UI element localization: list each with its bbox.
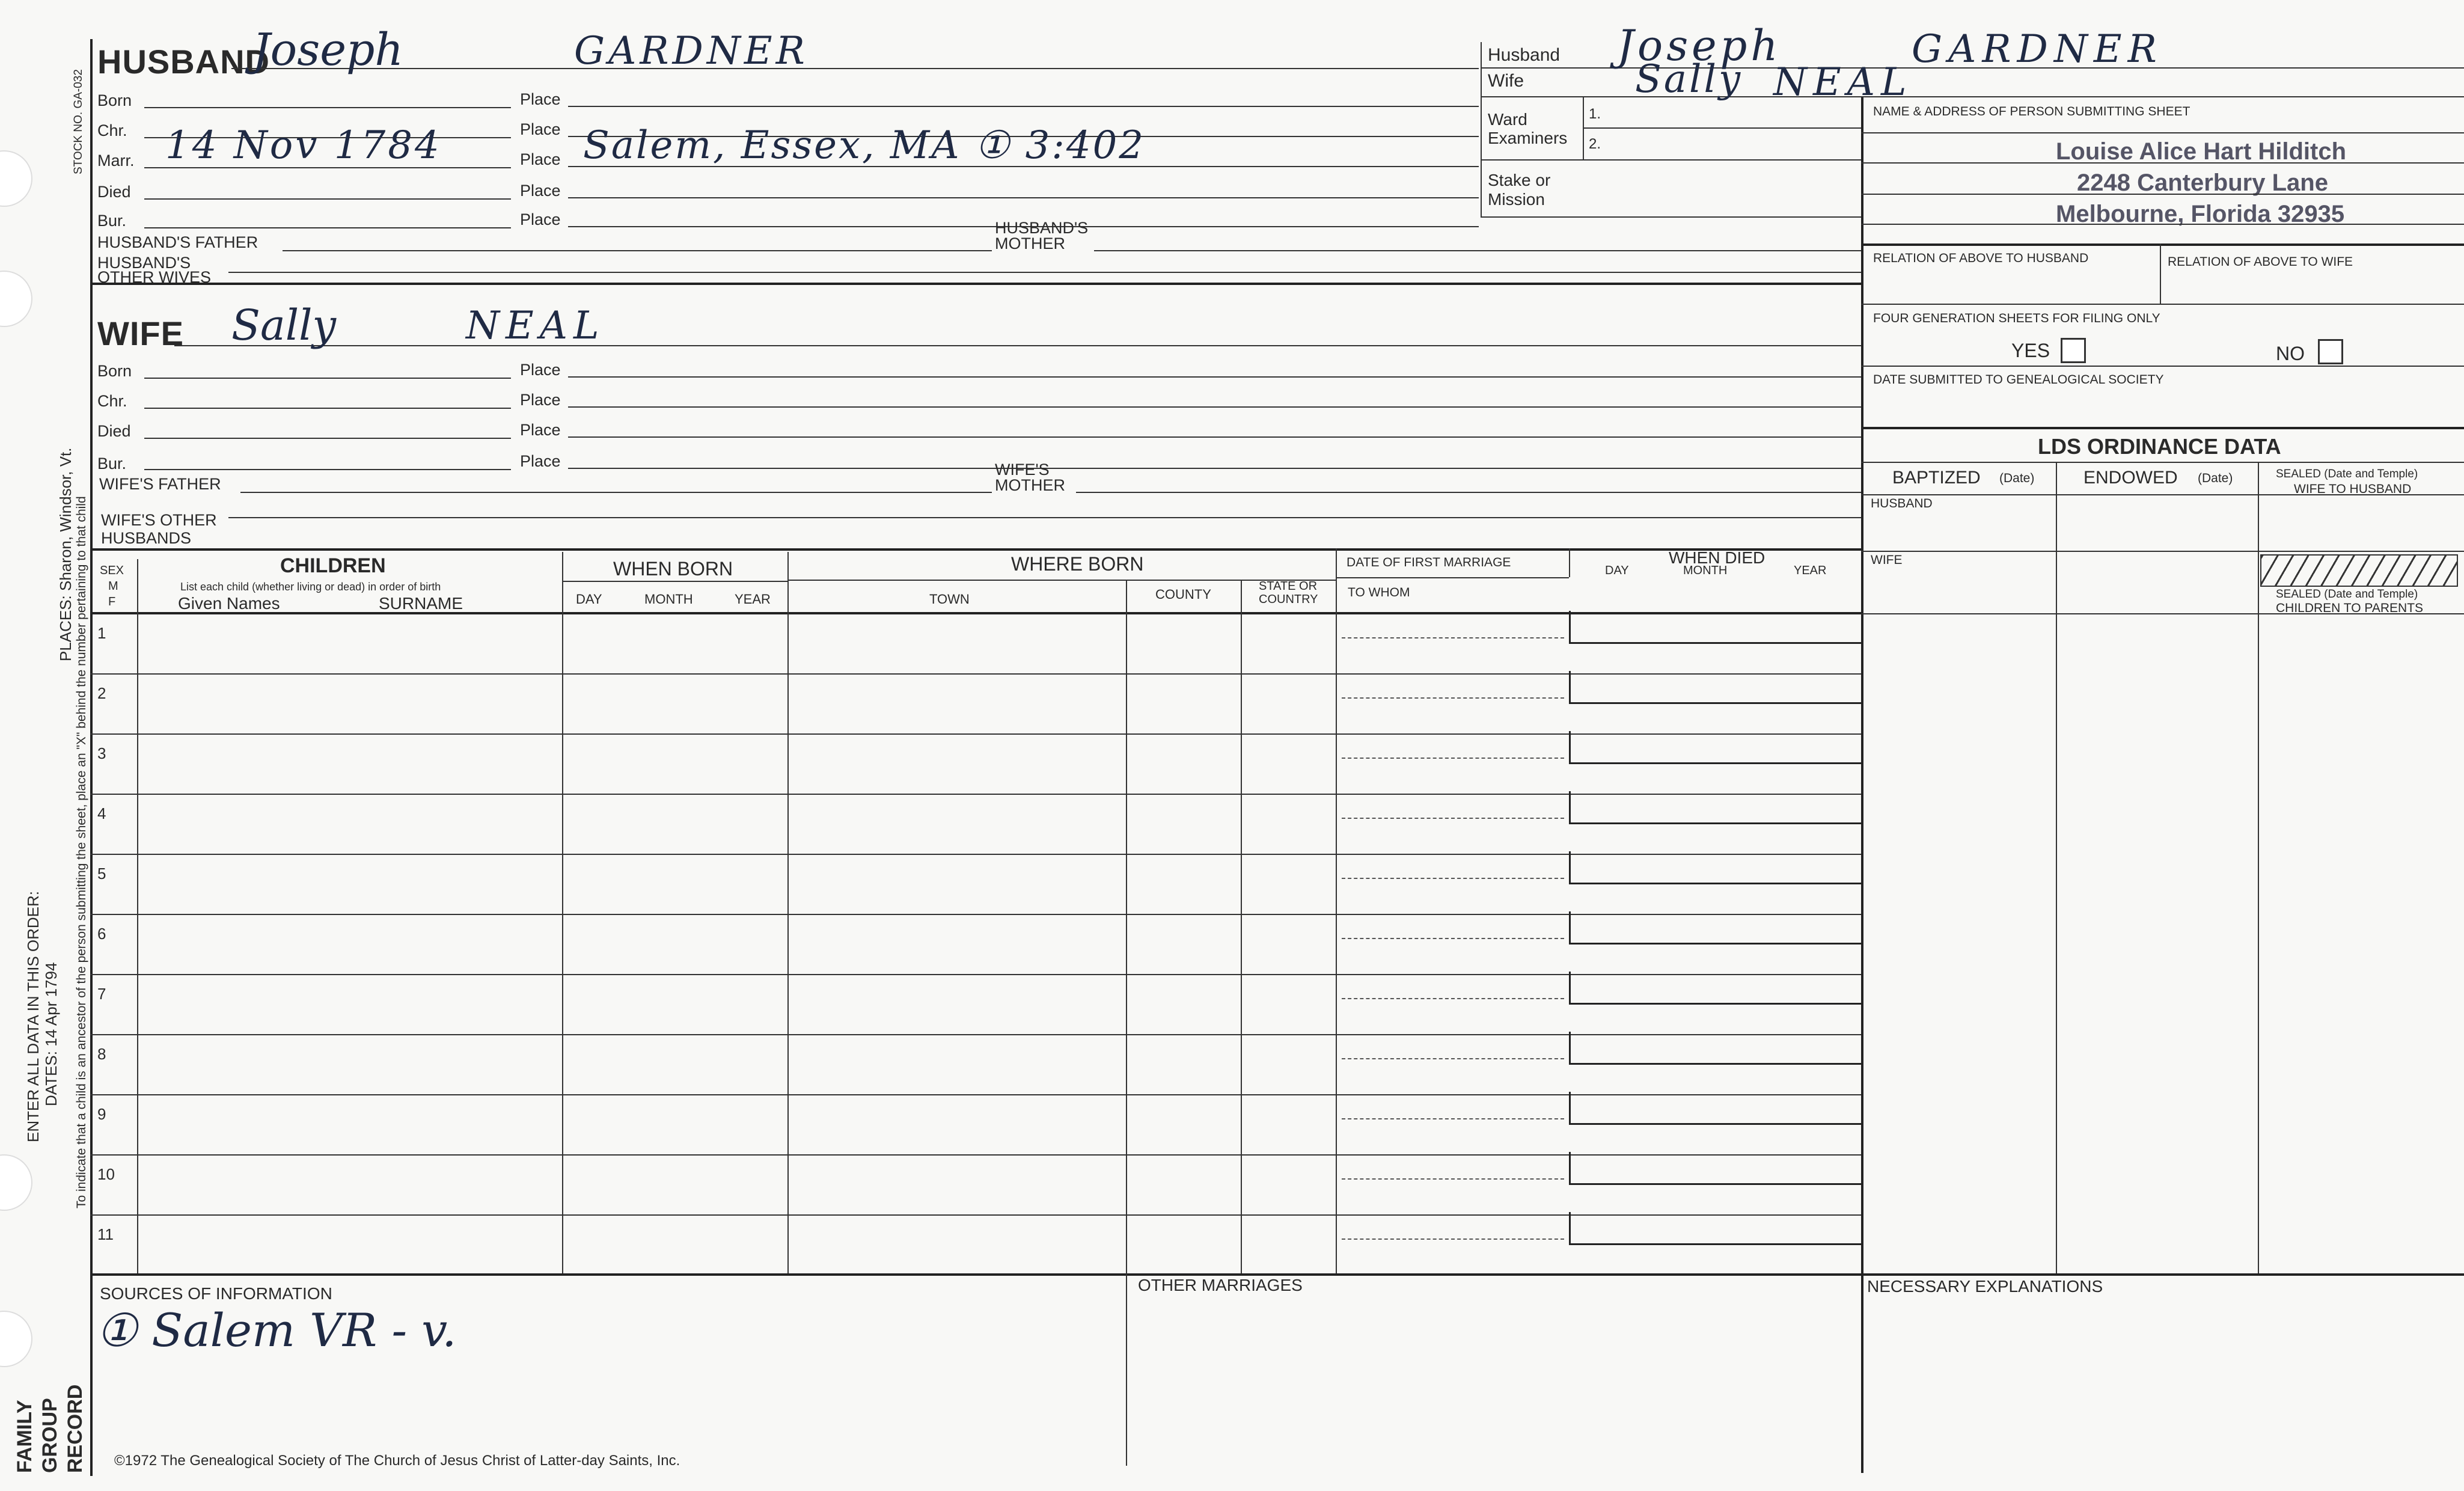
husband-born-place-label: Place — [520, 90, 561, 108]
wife-surname: NEAL — [466, 304, 605, 348]
rh-wife-given: Sally — [1635, 57, 1743, 102]
ordinance-hatched-cell — [2260, 554, 2458, 587]
center-divider — [1861, 96, 1863, 1473]
rh-stake-label-1: Stake or — [1488, 171, 1551, 189]
date-submitted-bottom — [1861, 427, 2464, 429]
where-born-state-1: STATE OR — [1259, 580, 1318, 593]
other-marriages-label: OTHER MARRIAGES — [1138, 1276, 1303, 1294]
submitter-line-4 — [1861, 224, 2464, 225]
wife-mother-label-2: MOTHER — [995, 476, 1065, 494]
when-born-month: MONTH — [644, 592, 693, 607]
wife-heading: WIFE — [97, 314, 184, 352]
wife-name-line — [174, 345, 1861, 346]
husband-other-wives-1: HUSBAND'S — [97, 254, 191, 272]
husband-heading: HUSBAND — [97, 43, 270, 81]
copyright: ©1972 The Genealogical Society of The Church of Jesus Christ of Latter-day Saints, Inc. — [114, 1453, 680, 1469]
child-died-box — [1569, 1152, 1863, 1185]
rh-examiner-1: 1. — [1589, 106, 1601, 122]
child-marriage-dash — [1342, 1118, 1564, 1119]
husband-died-place-label: Place — [520, 182, 561, 200]
child-row-number: 3 — [97, 744, 106, 762]
husband-died-place-line — [568, 197, 1479, 198]
when-died-header: WHEN DIED — [1669, 548, 1765, 567]
ordinance-endowed-date: (Date) — [2198, 471, 2233, 485]
children-col-sex — [137, 559, 138, 1276]
rh-ex2-line — [1481, 159, 1861, 161]
date-submitted-label: DATE SUBMITTED TO GENEALOGICAL SOCIETY — [1873, 373, 2164, 387]
husband-marr-place: Salem, Essex, MA ① 3:402 — [583, 123, 1146, 168]
where-born-state-2: COUNTRY — [1259, 593, 1318, 606]
children-col-marriage — [1569, 548, 1570, 577]
wife-mother-label-1: WIFE'S — [995, 461, 1050, 479]
side-dates: DATES: 14 Apr 1794 — [42, 962, 60, 1106]
ordinance-baptized-date: (Date) — [1999, 471, 2035, 485]
when-died-month: MONTH — [1683, 564, 1728, 577]
child-marriage-dash — [1342, 998, 1564, 999]
child-marriage-dash — [1342, 758, 1564, 759]
ordinance-baptized: BAPTIZED — [1892, 468, 1981, 488]
submitter-name: Louise Alice Hart Hilditch — [2056, 138, 2347, 165]
child-row-number: 9 — [97, 1105, 106, 1123]
relation-husband-label: RELATION OF ABOVE TO HUSBAND — [1873, 251, 2089, 265]
husband-bur-place-label: Place — [520, 210, 561, 228]
children-col-state — [1336, 548, 1337, 1276]
husband-died-label: Died — [97, 183, 131, 201]
child-row-number: 7 — [97, 985, 106, 1003]
when-born-header: WHEN BORN — [613, 558, 733, 580]
side-instruction: To indicate that a child is an ancestor of the person submitting the sheet, place an "X" behind the number pertaining to that child — [75, 496, 88, 1208]
relation-divider — [2160, 243, 2161, 304]
submitter-line-2 — [1861, 162, 2464, 164]
child-sex-m: M — [108, 580, 118, 593]
child-marriage-dash — [1342, 878, 1564, 879]
rh-husband-given: Joseph — [1617, 21, 1782, 70]
side-title-group: GROUP — [38, 1398, 61, 1473]
ordinance-title: LDS ORDINANCE DATA — [2038, 434, 2281, 459]
binder-hole-bottom — [0, 1311, 32, 1367]
child-died-box — [1569, 851, 1863, 884]
four-gen-yes-label: YES — [2011, 340, 2050, 361]
bottom-divider-1 — [1126, 1273, 1127, 1466]
child-died-box — [1569, 1032, 1863, 1065]
ordinance-endowed: ENDOWED — [2083, 468, 2178, 488]
rh-ex1-line — [1583, 127, 1861, 129]
children-title: CHILDREN — [280, 554, 386, 577]
ordinance-header-bottom — [1861, 494, 2464, 495]
four-gen-label: FOUR GENERATION SHEETS FOR FILING ONLY — [1873, 311, 2160, 325]
rh-ward-label: Ward — [1488, 110, 1527, 129]
child-died-box — [1569, 911, 1863, 945]
husband-born-place-line — [568, 106, 1479, 107]
wife-father-line — [240, 492, 992, 493]
wife-bur-label: Bur. — [97, 455, 127, 473]
wife-chr-label: Chr. — [97, 392, 127, 410]
when-died-day: DAY — [1605, 564, 1629, 577]
child-row-number: 6 — [97, 925, 106, 943]
husband-mother-label-2: MOTHER — [995, 234, 1065, 253]
child-marriage-dash — [1342, 697, 1564, 699]
child-died-box — [1569, 671, 1863, 704]
child-marriage-dash — [1342, 1178, 1564, 1180]
when-died-year: YEAR — [1794, 564, 1827, 577]
four-gen-bottom — [1861, 366, 2464, 367]
husband-marr-place-label: Place — [520, 150, 561, 168]
husband-bur-line — [144, 227, 511, 228]
where-born-header: WHERE BORN — [1011, 553, 1144, 575]
ordinance-husband-label: HUSBAND — [1871, 497, 1933, 510]
rh-stake-label-2: Mission — [1488, 190, 1545, 209]
children-given-names: Given Names — [178, 594, 280, 613]
child-died-box — [1569, 611, 1863, 644]
wife-born-place-line — [568, 376, 1861, 378]
child-row-number: 11 — [97, 1225, 114, 1243]
rh-wife-surname: NEAL — [1773, 60, 1913, 105]
rh-wife-line — [1481, 96, 2464, 97]
husband-marr-date: 14 Nov 1784 — [165, 123, 442, 168]
where-born-underline — [787, 580, 1336, 581]
wife-born-line — [144, 378, 511, 379]
relation-box-bottom — [1861, 304, 2464, 305]
husband-mother-line — [1094, 250, 1861, 251]
wife-died-place-line — [568, 436, 1861, 438]
wife-chr-place-label: Place — [520, 391, 561, 409]
ordinance-husband-bottom — [1861, 551, 2464, 552]
to-whom-header: TO WHOM — [1348, 586, 1410, 599]
wife-chr-place-line — [568, 406, 1861, 408]
child-row-number: 5 — [97, 865, 106, 883]
where-born-town: TOWN — [929, 592, 970, 607]
binder-hole-top — [0, 150, 32, 207]
husband-section-bottom — [90, 283, 1861, 285]
child-row-number: 8 — [97, 1045, 106, 1063]
child-sex-label: SEX — [100, 564, 124, 577]
child-marriage-dash — [1342, 818, 1564, 819]
child-died-box — [1569, 1092, 1863, 1125]
first-marriage-header: DATE OF FIRST MARRIAGE — [1347, 556, 1511, 569]
explanations-label: NECESSARY EXPLANATIONS — [1867, 1277, 2103, 1296]
husband-born-line — [144, 107, 511, 108]
wife-born-label: Born — [97, 362, 132, 380]
child-marriage-dash — [1342, 1058, 1564, 1059]
submitter-city: Melbourne, Florida 32935 — [2056, 201, 2345, 227]
when-born-underline — [562, 581, 787, 582]
wife-other-husbands-line — [228, 517, 1861, 518]
husband-father-line — [283, 250, 992, 251]
child-row-number: 1 — [97, 624, 106, 642]
where-born-county: COUNTY — [1155, 587, 1211, 602]
wife-died-place-label: Place — [520, 421, 561, 439]
submitter-line-1 — [1861, 132, 2464, 133]
ordinance-sealed-wh-1: SEALED (Date and Temple) — [2276, 468, 2418, 480]
side-title-family: FAMILY — [13, 1400, 36, 1473]
wife-chr-line — [144, 408, 511, 409]
binder-hole-upper — [0, 271, 32, 327]
husband-father-label: HUSBAND'S FATHER — [97, 233, 258, 251]
wife-bur-place-line — [568, 468, 1861, 469]
child-marriage-dash — [1342, 938, 1564, 939]
rh-examiner-2: 2. — [1589, 136, 1601, 152]
when-born-day: DAY — [576, 592, 602, 607]
wife-other-husbands-2: HUSBANDS — [101, 529, 192, 547]
child-marriage-dash — [1342, 1238, 1564, 1240]
child-died-box — [1569, 1212, 1863, 1245]
rh-stake-line — [1481, 216, 1861, 218]
relation-wife-label: RELATION OF ABOVE TO WIFE — [2168, 255, 2353, 269]
ordinance-col-div-1 — [2056, 462, 2057, 1276]
husband-chr-label: Chr. — [97, 121, 127, 139]
submitter-street: 2248 Canterbury Lane — [2077, 170, 2328, 196]
ordinance-wife-label: WIFE — [1871, 553, 1903, 567]
ordinance-title-line — [1861, 462, 2464, 463]
husband-other-wives-2: OTHER WIVES — [97, 268, 212, 286]
ordinance-sealed-wh-2: WIFE TO HUSBAND — [2294, 482, 2412, 496]
rh-examiners-label: Examiners — [1488, 129, 1568, 147]
husband-name-line — [231, 68, 1479, 69]
child-sex-f: F — [108, 595, 116, 608]
children-col-county — [1241, 580, 1242, 1276]
stock-number: STOCK NO. GA-032 — [72, 69, 85, 174]
ordinance-sealed-cp-2: CHILDREN TO PARENTS — [2276, 601, 2424, 615]
ordinance-col-div-2 — [2258, 462, 2259, 1276]
wife-father-label: WIFE'S FATHER — [99, 475, 221, 493]
four-gen-no-checkbox[interactable] — [2318, 339, 2343, 364]
husband-marr-label: Marr. — [97, 152, 135, 170]
side-title-record: RECORD — [64, 1384, 87, 1473]
child-died-box — [1569, 791, 1863, 824]
husband-bur-label: Bur. — [97, 212, 127, 230]
rh-wife-label: Wife — [1488, 71, 1524, 91]
four-gen-yes-checkbox[interactable] — [2061, 338, 2086, 363]
ordinance-wife-bottom — [1861, 613, 2464, 614]
wife-other-husbands-1: WIFE'S OTHER — [101, 511, 217, 529]
children-surname: SURNAME — [379, 594, 463, 613]
children-subtitle: List each child (whether living or dead) in order of birth — [180, 581, 441, 593]
sources-label: SOURCES OF INFORMATION — [100, 1284, 332, 1303]
side-places: PLACES: Sharon, Windsor, Vt. — [57, 447, 75, 661]
wife-died-line — [144, 438, 511, 439]
wife-bur-line — [144, 469, 511, 470]
when-born-year: YEAR — [735, 592, 771, 607]
binder-hole-lower — [0, 1154, 32, 1211]
left-border — [90, 39, 93, 1476]
wife-bur-place-label: Place — [520, 452, 561, 470]
side-enter-order: ENTER ALL DATA IN THIS ORDER: — [24, 890, 42, 1142]
husband-chr-place-label: Place — [520, 120, 561, 138]
submitter-label: NAME & ADDRESS OF PERSON SUBMITTING SHEET — [1873, 105, 2190, 118]
sources-value: ① Salem VR - v. — [96, 1303, 457, 1357]
husband-other-wives-line — [228, 272, 1861, 273]
wife-died-label: Died — [97, 422, 131, 440]
wife-mother-line — [1076, 492, 1861, 493]
rh-husband-surname: GARDNER — [1912, 27, 2163, 72]
rh-husband-label: Husband — [1488, 45, 1561, 65]
husband-born-label: Born — [97, 91, 132, 109]
child-died-box — [1569, 731, 1863, 764]
wife-section-bottom — [90, 548, 1861, 551]
wife-born-place-label: Place — [520, 361, 561, 379]
child-died-box — [1569, 972, 1863, 1005]
four-gen-no-label: NO — [2276, 343, 2305, 364]
ordinance-sealed-cp-1: SEALED (Date and Temple) — [2276, 588, 2418, 601]
husband-mother-label-1: HUSBAND'S — [995, 219, 1089, 237]
husband-died-line — [144, 198, 511, 200]
first-marriage-underline — [1336, 577, 1569, 578]
submitter-box-bottom — [1861, 243, 2464, 246]
submitter-line-3 — [1861, 194, 2464, 195]
child-row-number: 10 — [97, 1165, 115, 1183]
child-row-number: 4 — [97, 804, 106, 822]
child-marriage-dash — [1342, 637, 1564, 638]
husband-surname: GARDNER — [574, 29, 809, 73]
husband-given-name: Joseph — [252, 24, 404, 76]
wife-given-name: Sally — [231, 301, 337, 350]
children-col-town — [1126, 580, 1127, 1276]
child-row-number: 2 — [97, 684, 106, 702]
